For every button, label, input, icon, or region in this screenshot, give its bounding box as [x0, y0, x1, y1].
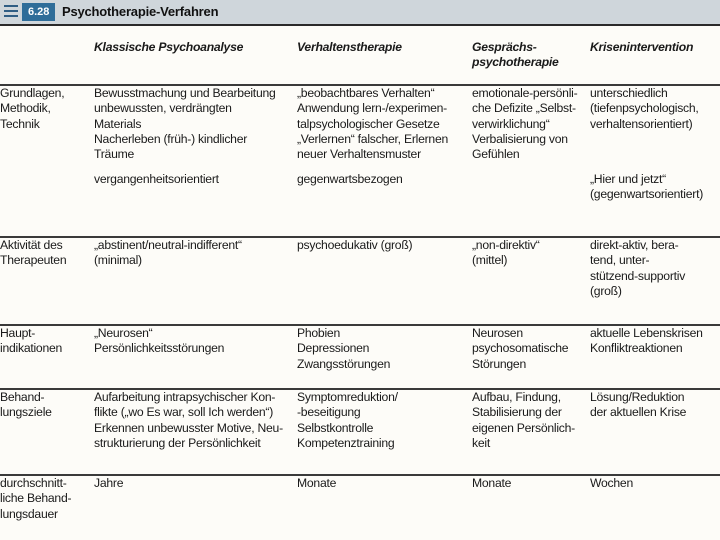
table-cell: Monate: [472, 475, 590, 536]
table-cell: „non-direktiv“ (mittel): [472, 237, 590, 325]
table-cell: Monate: [297, 475, 472, 536]
table-row-grundlagen: [0, 85, 720, 237]
orientation-note: gegenwartsbezogen: [297, 172, 403, 187]
table-cell: aktuelle Lebenskrisen Konfliktreaktionen: [590, 325, 720, 389]
table-row-dauer: [0, 475, 720, 536]
list-icon: [4, 5, 18, 17]
column-header: Verhaltenstherapie: [297, 40, 402, 54]
table-cell: Aufbau, Findung, Stabilisierung der eigenen Persönlich- keit: [472, 389, 590, 475]
table-cell: psychoedukativ (groß): [297, 237, 472, 325]
table-cell: direkt-aktiv, bera- tend, unter- stützend-supportiv (groß): [590, 237, 720, 325]
orientation-note: vergangenheitsorientiert: [94, 172, 219, 187]
table-cell: „beobachtbares Verhalten“ Anwendung lern-/experimen- talpsychologischer Gesetze „Verlernen“ falscher, Erlernen neuer Verhaltensmuster gegenwartsbezogen: [297, 85, 472, 237]
table-cell: emotionale-persönli- che Defizite „Selbst- verwirklichung“ Verbalisierung von Gefühlen: [472, 85, 590, 237]
row-header: Grundlagen, Methodik, Technik: [0, 85, 94, 237]
row-header: Haupt- indikationen: [0, 325, 94, 389]
row-header: Behand- lungsziele: [0, 389, 94, 475]
table-row-indikationen: [0, 325, 720, 389]
corner-cell: [0, 30, 94, 85]
table-cell: Neurosen psychosomatische Störungen: [472, 325, 590, 389]
row-header: Aktivität des Therapeuten: [0, 237, 94, 325]
table-number: 6.28: [22, 3, 55, 21]
table-title-bar: [0, 0, 720, 26]
table-cell: Phobien Depressionen Zwangsstörungen: [297, 325, 472, 389]
therapy-comparison-table: [0, 30, 720, 536]
header-row: [0, 30, 720, 85]
table-cell: unterschiedlich (tiefenpsychologisch, verhaltensorientiert) „Hier und jetzt“ (gegenwartsorientiert): [590, 85, 720, 237]
table-cell: Aufarbeitung intrapsychischer Kon- flikte („wo Es war, soll Ich werden“) Erkennen unbewusster Motive, Neu- strukturierung der Persönlichkeit: [94, 389, 297, 475]
column-header: Krisenintervention: [590, 40, 694, 54]
table-cell: Wochen: [590, 475, 720, 536]
table-title: Psychotherapie-Verfahren: [62, 4, 219, 19]
column-header: Klassische Psychoanalyse: [94, 40, 244, 54]
column-header: Gesprächs- psychotherapie: [472, 40, 559, 70]
table-row-aktivitaet: [0, 237, 720, 325]
table-cell: Lösung/Reduktion der aktuellen Krise: [590, 389, 720, 475]
row-header: durchschnitt- liche Behand- lungsdauer: [0, 475, 94, 536]
table-cell: „Neurosen“ Persönlichkeitsstörungen: [94, 325, 297, 389]
orientation-note: „Hier und jetzt“ (gegenwartsorientiert): [590, 171, 704, 202]
table-cell: Jahre: [94, 475, 297, 536]
table-cell: Symptomreduktion/ -beseitigung Selbstkontrolle Kompetenztraining: [297, 389, 472, 475]
table-cell: Bewusstmachung und Bearbeitung unbewussten, verdrängten Materials Nacherleben (früh-) kindlicher Träume vergangenheitsorientiert: [94, 85, 297, 237]
table-cell: „abstinent/neutral-indifferent“ (minimal): [94, 237, 297, 325]
table-row-behandlungsziele: [0, 389, 720, 475]
